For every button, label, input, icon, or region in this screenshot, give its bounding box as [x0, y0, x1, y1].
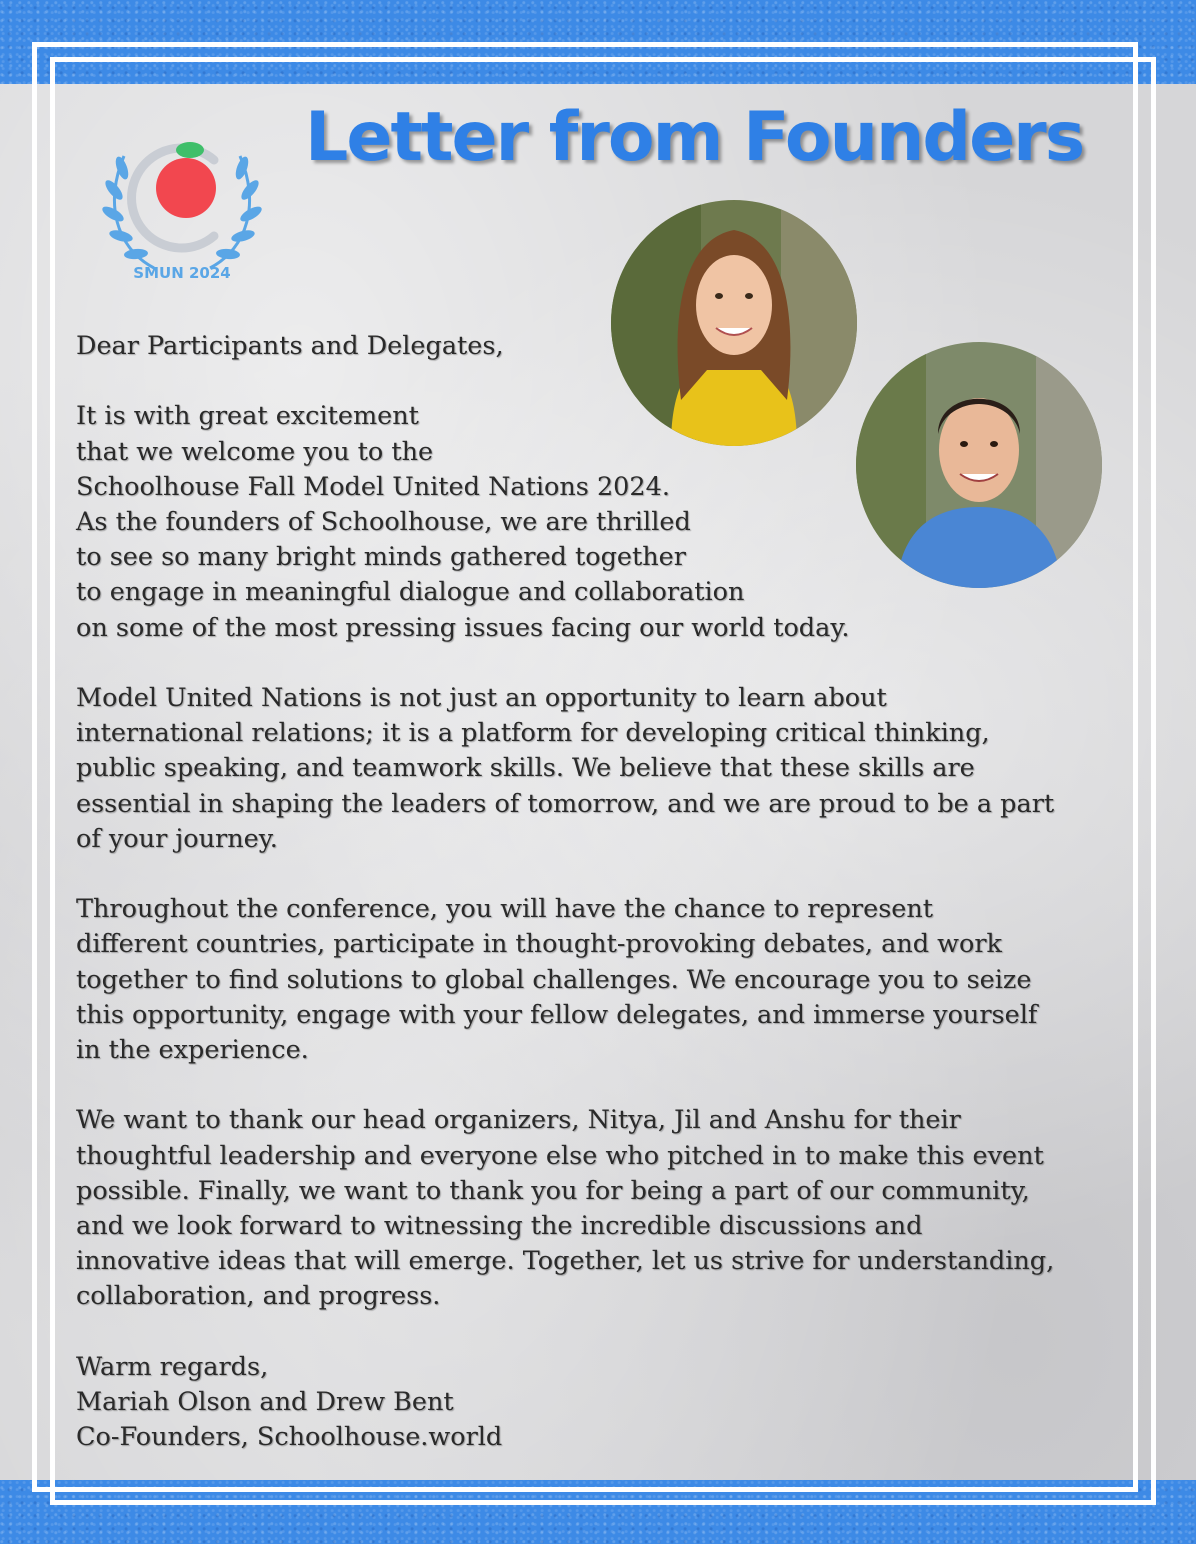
logo-caption: SMUN 2024: [133, 264, 231, 282]
letter-paragraph: Model United Nations is not just an opportunity to learn about international relations; it is a platform for developing critical thinking, public speaking, and teamwork skills. We believe that these skills are essential in shaping the leaders of tomorrow, and we are proud to be a part of your journey.: [76, 683, 1055, 854]
letter-closing: Warm regards, Mariah Olson and Drew Bent Co-Founders, Schoolhouse.world: [76, 1351, 503, 1453]
letter-salutation: Dear Participants and Delegates,: [76, 331, 504, 361]
letter-paragraph: Throughout the conference, you will have the chance to represent different countries, participate in thought-provoking debates, and work together to find solutions to global challenges. We encourage you to seize this opportunity, engage with your fellow delegates, and immerse yourself in the experience.: [76, 894, 1038, 1066]
letter-body: [76, 329, 1136, 1455]
letter-paragraph: It is with great excitement that we welcome you to the Schoolhouse Fall Model United Nations 2024. As the founders of Schoolhouse, we are thrilled to see so many bright minds gathered together to engage in meaningful dialogue and collaboration on some of the most pressing issues facing our world today.: [76, 401, 850, 643]
page-title: Letter from Founders: [305, 98, 1084, 177]
letter-paragraph: We want to thank our head organizers, Nitya, Jil and Anshu for their thoughtful leadership and everyone else who pitched in to make this event possible. Finally, we want to thank you for being a part of our community, and we look forward to witnessing the incredible discussions and innovative ideas that will emerge. Together, let us strive for understanding, collaboration, and progress.: [76, 1105, 1055, 1312]
